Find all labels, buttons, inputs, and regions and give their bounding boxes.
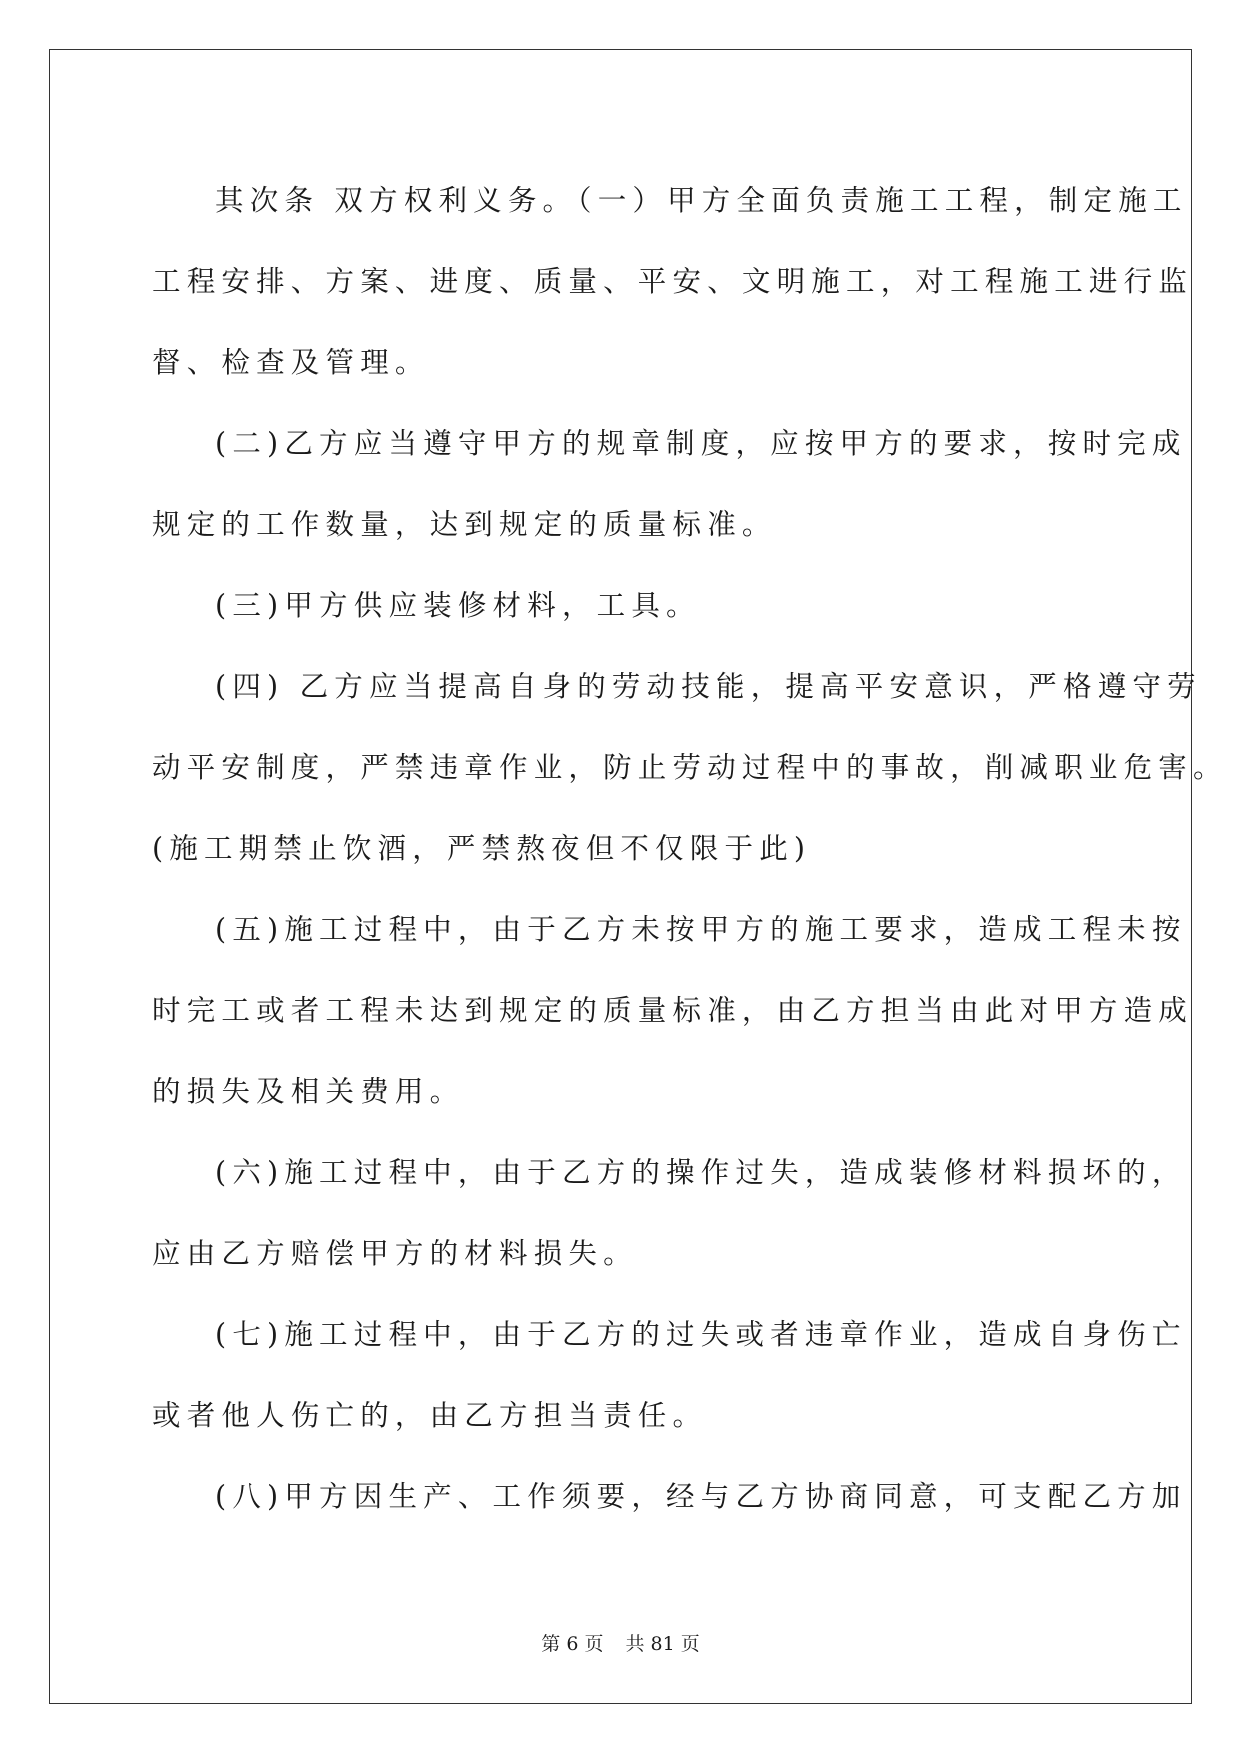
text-line: (七)施工过程中，由于乙方的过失或者违章作业，造成自身伤亡 [215, 1318, 1187, 1351]
text-line: 应由乙方赔偿甲方的材料损失。 [152, 1237, 638, 1270]
text-line: 或者他人伤亡的，由乙方担当责任。 [152, 1399, 708, 1432]
document-body [152, 160, 1228, 1537]
text-line: (三)甲方供应装修材料，工具。 [215, 589, 701, 622]
text-line: 督、检查及管理。 [152, 346, 430, 379]
text-line: (八)甲方因生产、工作须要，经与乙方协商同意，可支配乙方加 [215, 1480, 1187, 1513]
text-line: 其次条 双方权利义务。（一）甲方全面负责施工工程，制定施工 [215, 184, 1188, 217]
page-footer [0, 1629, 1241, 1656]
text-line: (施工期禁止饮酒，严禁熬夜但不仅限于此) [152, 832, 812, 865]
text-line: (六)施工过程中，由于乙方的操作过失，造成装修材料损坏的， [215, 1156, 1187, 1189]
text-line: 时完工或者工程未达到规定的质量标准，由乙方担当由此对甲方造成 [152, 994, 1194, 1027]
text-line: (五)施工过程中，由于乙方未按甲方的施工要求，造成工程未按 [215, 913, 1187, 946]
text-line: 动平安制度，严禁违章作业，防止劳动过程中的事故，削减职业危害。 [152, 751, 1228, 784]
text-line: 工程安排、方案、进度、质量、平安、文明施工，对工程施工进行监 [152, 265, 1194, 298]
text-line: (四) 乙方应当提高自身的劳动技能，提高平安意识，严格遵守劳 [215, 670, 1202, 703]
page-number: 第 6 页 [541, 1633, 604, 1655]
page-total: 共 81 页 [625, 1633, 700, 1655]
text-line: 的损失及相关费用。 [152, 1075, 465, 1108]
text-line: (二)乙方应当遵守甲方的规章制度，应按甲方的要求，按时完成 [215, 427, 1187, 460]
text-line: 规定的工作数量，达到规定的质量标准。 [152, 508, 777, 541]
